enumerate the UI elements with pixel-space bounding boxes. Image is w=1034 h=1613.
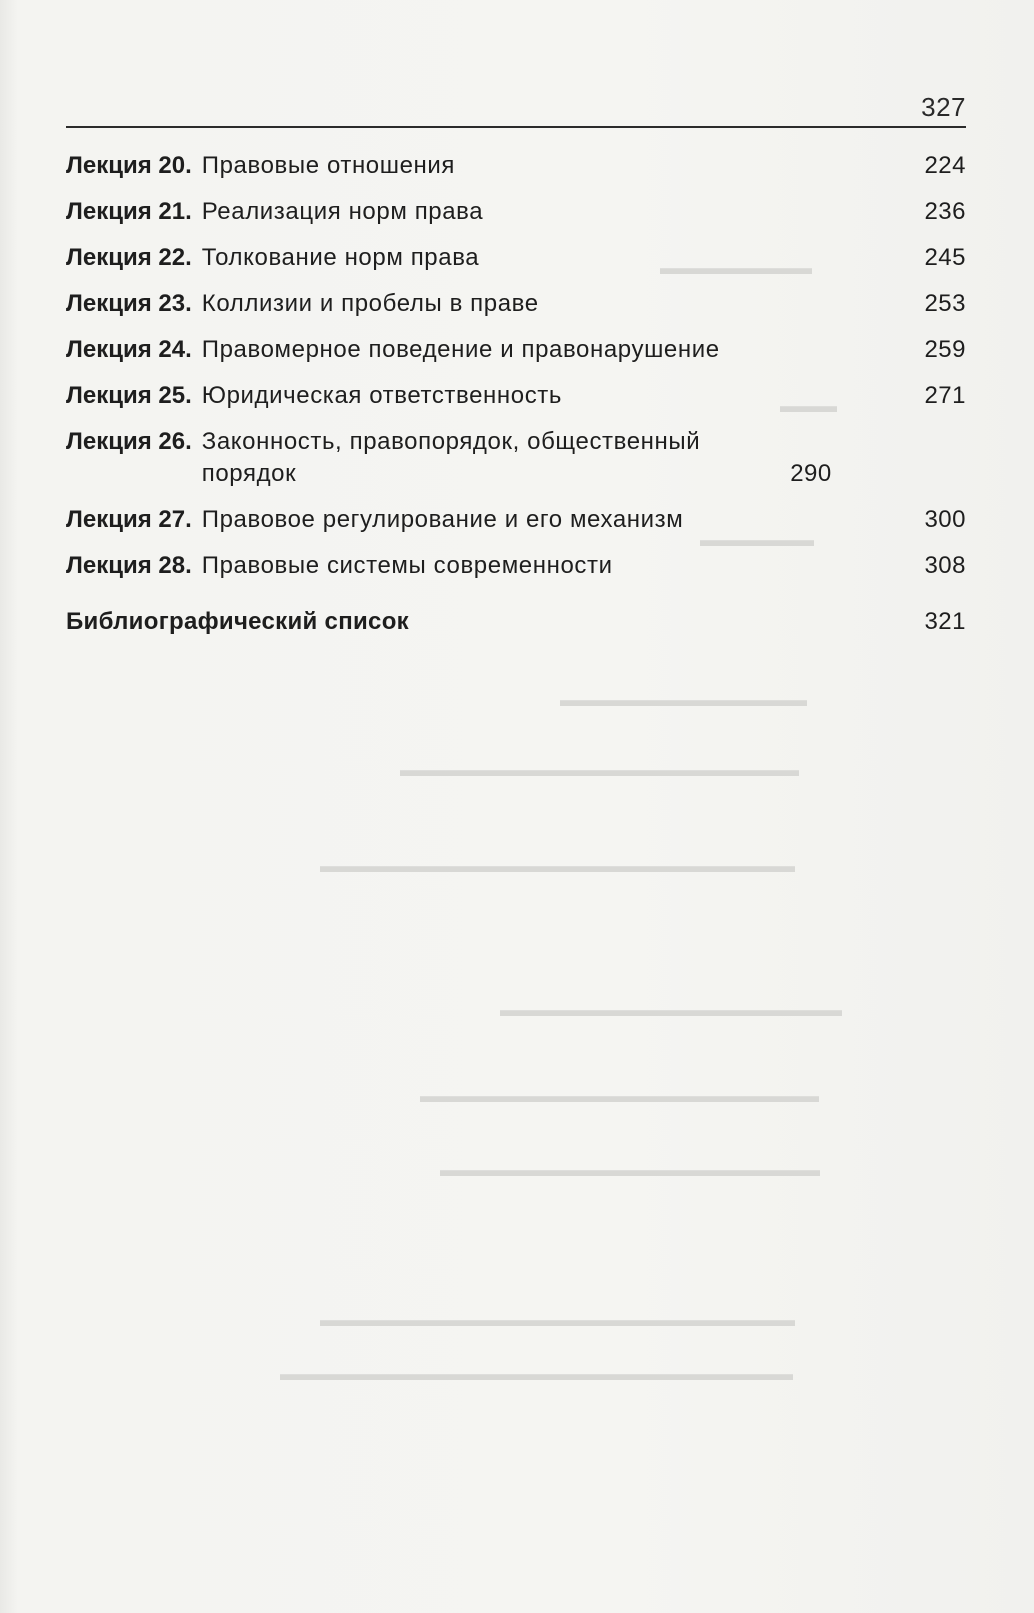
toc-entry-lecture-20 [66,150,966,182]
toc-entry-lecture-28 [66,550,966,582]
toc-entry-lecture-26 [66,426,966,490]
toc-entry-title: Правомерное поведение и правонарушение [201,336,720,363]
toc-entry-title: Законность, правопорядок, общественный порядок [201,428,701,487]
toc-entry-title: Правовое регулирование и его механизм [201,506,684,533]
show-through-texture: ▬▬▬▬▬▬▬▬▬▬▬▬▬▬▬▬▬▬▬▬▬▬▬▬▬ [320,1310,795,1331]
toc-entry-label: Лекция 22. [66,244,192,271]
show-through-texture: ▬▬▬▬▬▬ [700,530,814,551]
toc-entry-title: Реализация норм права [201,198,484,225]
toc-entry-title: Юридическая ответственность [201,382,562,409]
show-through-texture: ▬▬▬ [780,396,837,417]
toc-entry-page: 236 [924,198,966,225]
toc-entry-page: 300 [924,506,966,533]
toc-entry-page: 253 [924,290,966,317]
show-through-texture: ▬▬▬▬▬▬▬▬▬▬▬▬▬ [560,690,807,711]
toc-entry-title: Правовые системы современности [201,552,613,579]
toc-entry-label: Библиографический список [66,608,409,635]
toc-entry-lecture-25 [66,380,966,412]
toc-entry-page: 271 [924,382,966,409]
toc-entry-page: 321 [924,608,966,635]
toc-entry-page: 259 [924,336,966,363]
table-of-contents [66,150,966,638]
toc-entry-page: 308 [924,552,966,579]
toc-entry-label: Лекция 23. [66,290,192,317]
toc-entry-title: Толкование норм права [201,244,480,271]
toc-entry-label: Лекция 20. [66,152,192,179]
toc-entry-label: Лекция 26. [66,428,192,455]
show-through-texture: ▬▬▬▬▬▬▬▬▬▬▬▬▬▬▬▬▬▬▬▬ [440,1160,820,1181]
toc-entry-title: Правовые отношения [201,152,456,179]
toc-entry-lecture-21 [66,196,966,228]
header-rule [66,126,966,128]
toc-entry-label: Лекция 21. [66,198,192,225]
toc-entry-lecture-22 [66,242,966,274]
page-number: 327 [921,92,966,122]
show-through-texture: ▬▬▬▬▬▬▬▬ [660,258,812,279]
toc-entry-label: Лекция 28. [66,552,192,579]
toc-entry-label: Лекция 27. [66,506,192,533]
toc-entry-page: 290 [790,460,832,487]
show-through-texture: ▬▬▬▬▬▬▬▬▬▬▬▬▬▬▬▬▬▬▬▬▬ [400,760,799,781]
toc-entry-page: 224 [924,152,966,179]
toc-entry-title: Коллизии и пробелы в праве [201,290,539,317]
toc-entry-lecture-24 [66,334,966,366]
toc-entry-page: 245 [924,244,966,271]
toc-entry-lecture-27 [66,504,966,536]
show-through-texture: ▬▬▬▬▬▬▬▬▬▬▬▬▬▬▬▬▬▬▬▬▬▬▬▬▬ [320,856,795,877]
show-through-texture: ▬▬▬▬▬▬▬▬▬▬▬▬▬▬▬▬▬▬ [500,1000,842,1021]
toc-entry-bibliography [66,606,966,638]
toc-entry-label: Лекция 24. [66,336,192,363]
show-through-texture: ▬▬▬▬▬▬▬▬▬▬▬▬▬▬▬▬▬▬▬▬▬▬▬▬▬▬▬ [280,1364,793,1385]
toc-entry-lecture-23 [66,288,966,320]
toc-entry-label: Лекция 25. [66,382,192,409]
show-through-texture: ▬▬▬▬▬▬▬▬▬▬▬▬▬▬▬▬▬▬▬▬▬ [420,1086,819,1107]
